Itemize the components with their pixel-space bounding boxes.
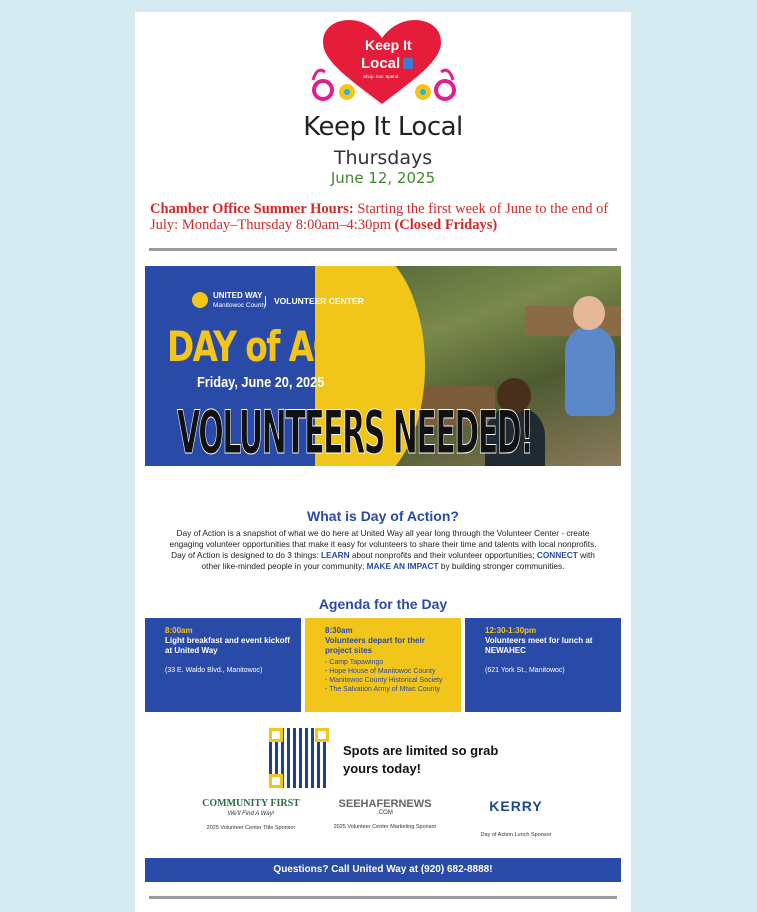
- flyer-footer: Questions? Call United Way at (920) 682-8888!: [145, 858, 621, 882]
- notice-closed: (Closed Fridays): [394, 217, 498, 233]
- flyer-headline: DAY of ACTION: [167, 322, 419, 371]
- qr-marker: [315, 728, 329, 742]
- what-body: Day of Action is a snapshot of what we do here at United Way all year long through the Volunteer Center - create engaging volunteer opportunities that make it easy for volunteers to share their time and talents with local nonprofits. Day of Action is designed to do 3 things: LEARN about nonprofits and their volunteer opportunities; CONNECT with other like-minded people in your community; MAKE AN IMPACT by building stronger communities.: [169, 528, 597, 571]
- page-title: Keep It Local: [303, 112, 463, 142]
- volunteer-figure: [565, 326, 615, 416]
- qr-code-icon[interactable]: [269, 728, 329, 788]
- day-of-action-flyer[interactable]: [145, 266, 621, 882]
- volunteer-head: [573, 296, 605, 330]
- org-name: UNITED WAY Manitowoc County: [213, 291, 267, 309]
- sponsor-kerry: KERRY Day of Action Lunch Sponsor: [480, 798, 552, 838]
- qr-marker: [269, 728, 283, 742]
- svg-text:Keep It: Keep It: [365, 37, 412, 53]
- newsletter-card: [135, 12, 631, 912]
- page-subtitle: Thursdays: [333, 147, 433, 169]
- agenda-item: 12:30-1:30pm Volunteers meet for lunch at NEWAHEC (621 York St., Manitowoc): [465, 618, 621, 712]
- qr-marker: [269, 774, 283, 788]
- issue-date: June 12, 2025: [330, 169, 436, 187]
- event-date: Friday, June 20, 2025: [197, 374, 325, 391]
- volunteer-center-label: VOLUNTEER CENTER: [265, 296, 364, 306]
- united-way-icon: [192, 292, 208, 308]
- divider: [149, 896, 617, 899]
- svg-text:Shop. Eat. Spend.: Shop. Eat. Spend.: [363, 74, 400, 79]
- sponsor-seehafer-news: SEEHAFERNEWS .COM 2025 Volunteer Center Marketing Sponsor: [333, 798, 437, 830]
- volunteers-needed-banner: VOLUNTEERS NEEDED!: [177, 398, 533, 468]
- svg-text:Local: Local: [361, 55, 401, 72]
- notice-text: Starting the first week of June to the end of July: Monday–Thursday 8:00am–4:30pm: [150, 201, 609, 233]
- agenda-heading: Agenda for the Day: [318, 596, 448, 612]
- agenda-item: 8:00am Light breakfast and event kickoff at United Way (33 E. Waldo Blvd., Manitowoc): [145, 618, 301, 712]
- keep-it-local-logo: [305, 18, 460, 108]
- divider: [149, 248, 617, 251]
- spots-limited-text: Spots are limited so grab yours today!: [343, 743, 499, 776]
- summer-hours-notice: [150, 201, 620, 233]
- notice-label: Chamber Office Summer Hours:: [150, 201, 354, 217]
- what-heading: What is Day of Action?: [307, 508, 459, 524]
- agenda-item: 8:30am Volunteers depart for their project sites - Camp Tapawingo - Hope House of Manitowoc County - Manitowoc County Historical Society - The Salvation Army of Mtwc County: [305, 618, 461, 712]
- sponsor-community-first: COMMUNITY FIRST We'll Find A Way! 2025 Volunteer Center Title Sponsor: [202, 798, 300, 831]
